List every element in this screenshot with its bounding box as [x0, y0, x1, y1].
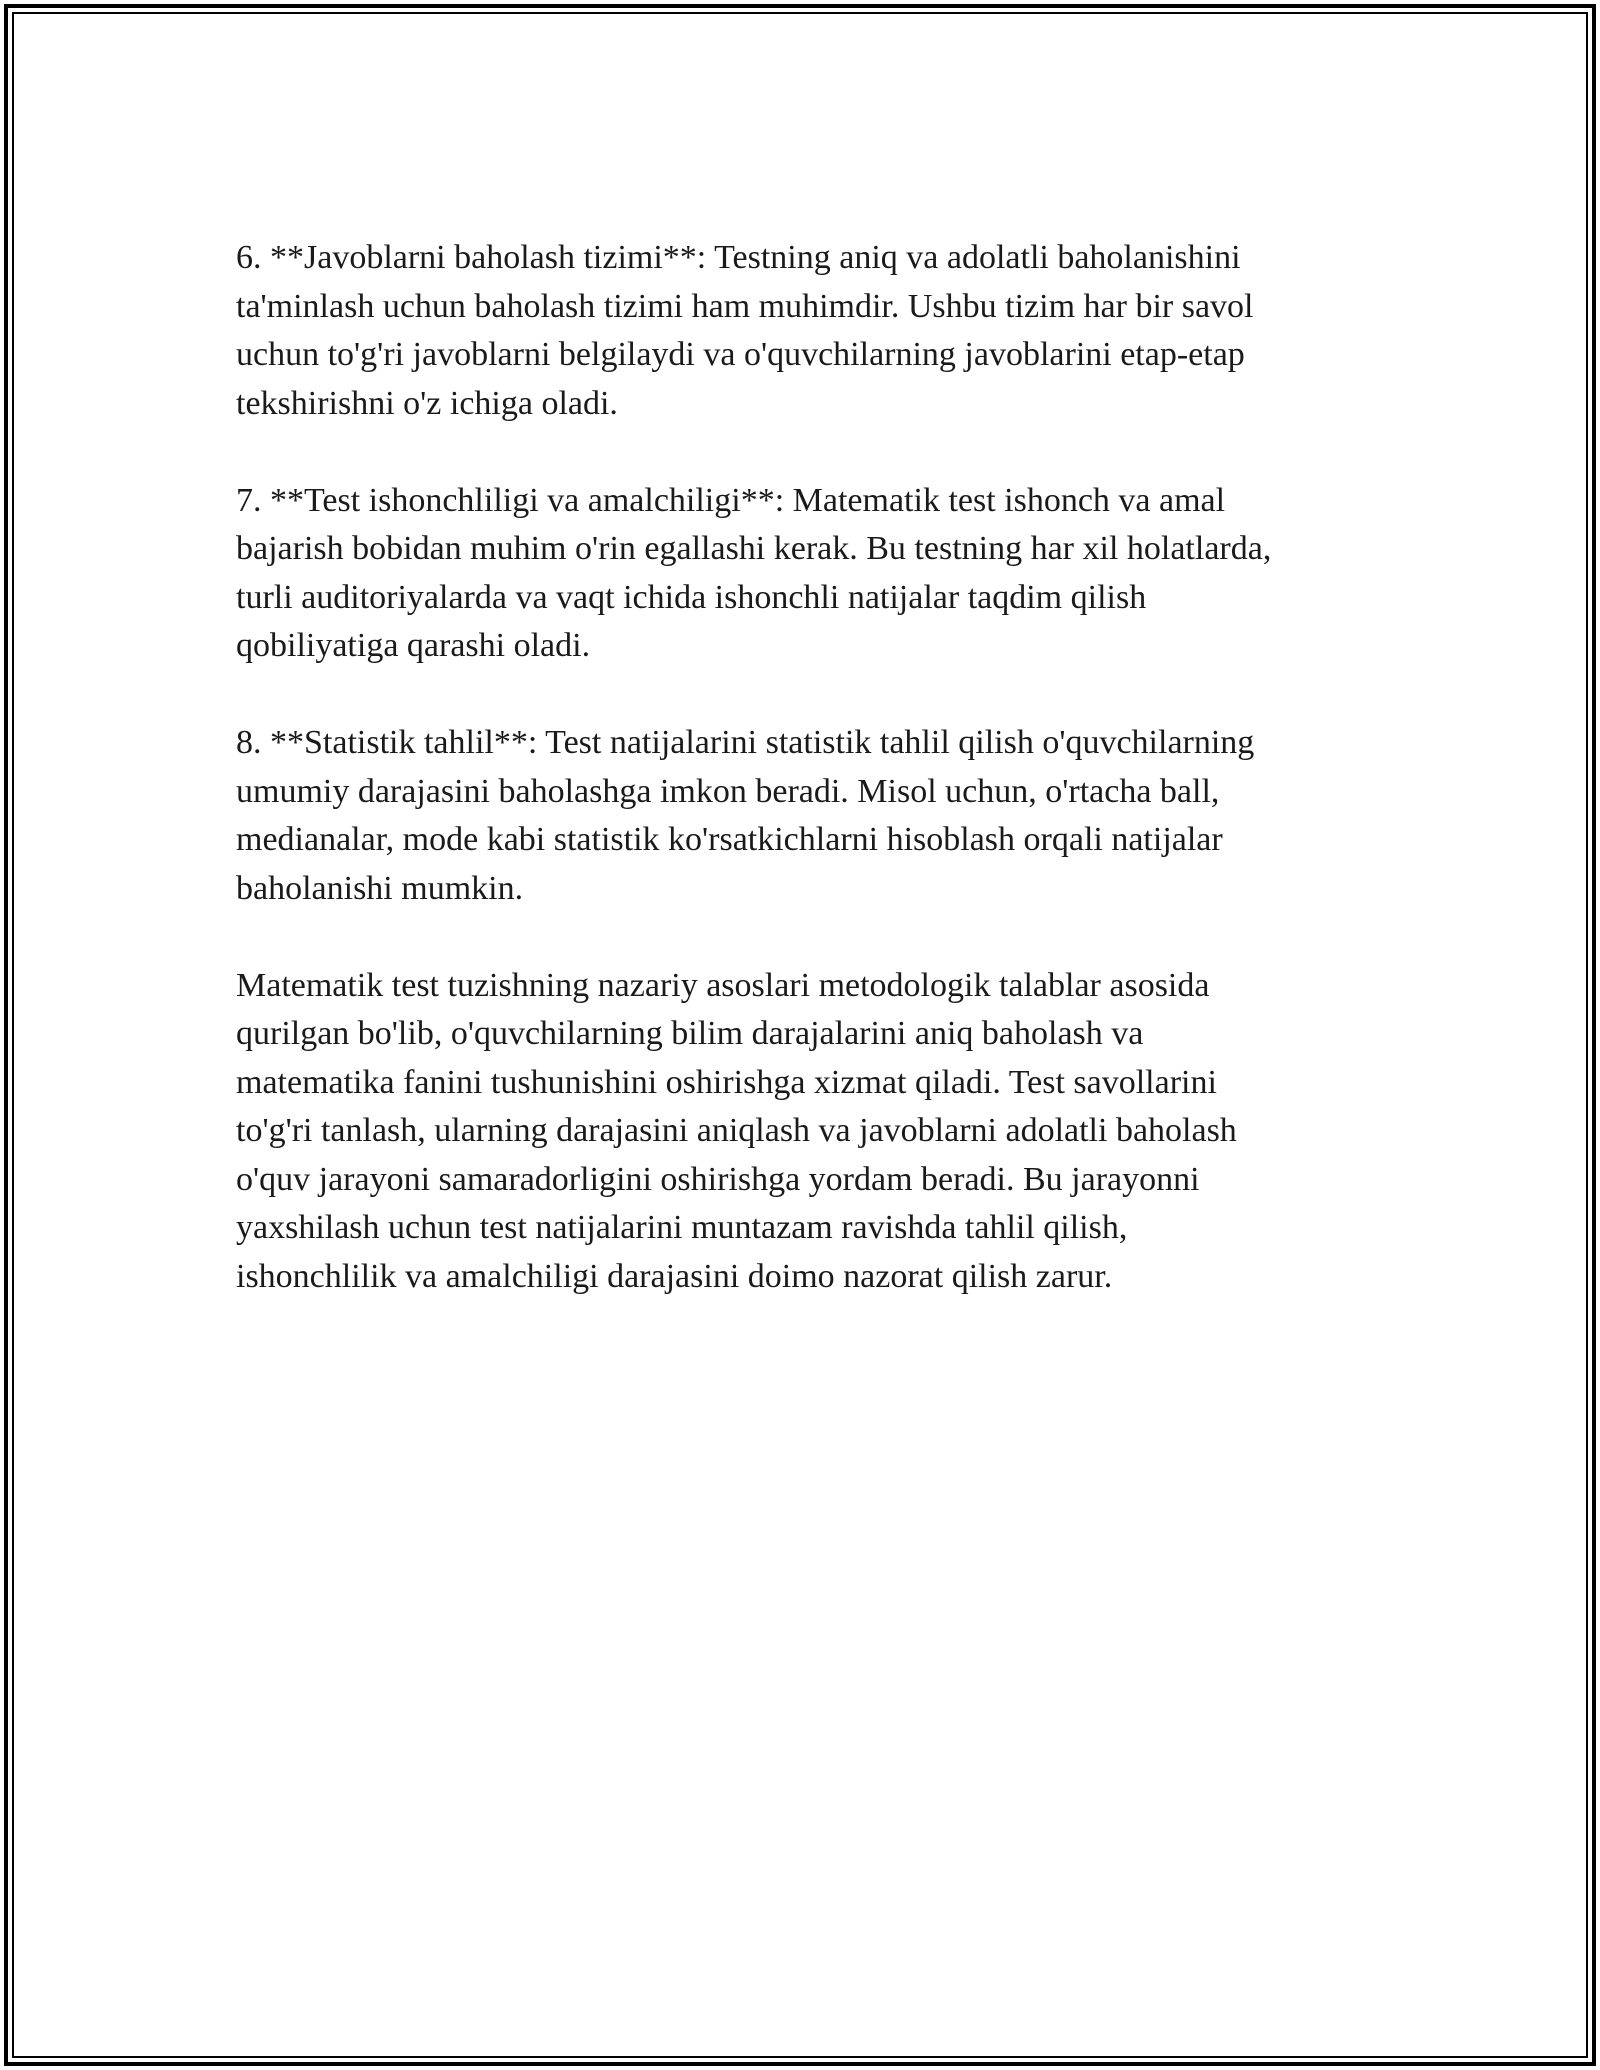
text-line: 7. **Test ishonchliligi va amalchiligi**: Matematik test ishonch va amal [236, 481, 1226, 519]
document-body [236, 234, 1366, 1350]
text-line: tekshirishni o'z ichiga oladi. [236, 384, 618, 422]
text-line: ta'minlash uchun baholash tizimi ham muhimdir. Ushbu tizim har bir savol [236, 287, 1254, 325]
text-line: turli auditoriyalarda va vaqt ichida ishonchli natijalar taqdim qilish [236, 578, 1147, 616]
text-line: uchun to'g'ri javoblarni belgilaydi va o'quvchilarning javoblarini etap-etap [236, 336, 1245, 373]
text-line: medianalar, mode kabi statistik ko'rsatkichlarni hisoblash orqali natijalar [236, 821, 1223, 858]
text-line: 6. **Javoblarni baholash tizimi**: Testning aniq va adolatli baholanishini [236, 239, 1241, 276]
text-line: yaxshilash uchun test natijalarini muntazam ravishda tahlil qilish, [236, 1209, 1128, 1246]
text-line: 8. **Statistik tahlil**: Test natijalarini statistik tahlil qilish o'quvchilarning [236, 724, 1255, 761]
paragraph-6-scoring-system [236, 234, 1366, 428]
text-line: umumiy darajasini baholashga imkon beradi. Misol uchun, o'rtacha ball, [236, 772, 1220, 810]
paragraph-8-statistical-analysis [236, 719, 1366, 913]
text-line: qobiliyatiga qarashi oladi. [236, 627, 591, 664]
text-line: o'quv jarayoni samaradorligini oshirishga yordam beradi. Bu jarayonni [236, 1160, 1200, 1198]
text-line: bajarish bobidan muhim o'rin egallashi kerak. Bu testning har xil holatlarda, [236, 530, 1272, 567]
paragraph-7-reliability [236, 477, 1366, 671]
text-line: baholanishi mumkin. [236, 869, 524, 907]
paragraph-conclusion [236, 962, 1366, 1302]
text-line: to'g'ri tanlash, ularning darajasini aniqlash va javoblarni adolatli baholash [236, 1112, 1237, 1149]
text-line: qurilgan bo'lib, o'quvchilarning bilim darajalarini aniq baholash va [236, 1015, 1144, 1052]
text-line: Matematik test tuzishning nazariy asoslari metodologik talablar asosida [236, 966, 1210, 1004]
text-line: ishonchlilik va amalchiligi darajasini doimo nazorat qilish zarur. [236, 1257, 1113, 1295]
text-line: matematika fanini tushunishini oshirishga xizmat qiladi. Test savollarini [236, 1063, 1217, 1101]
